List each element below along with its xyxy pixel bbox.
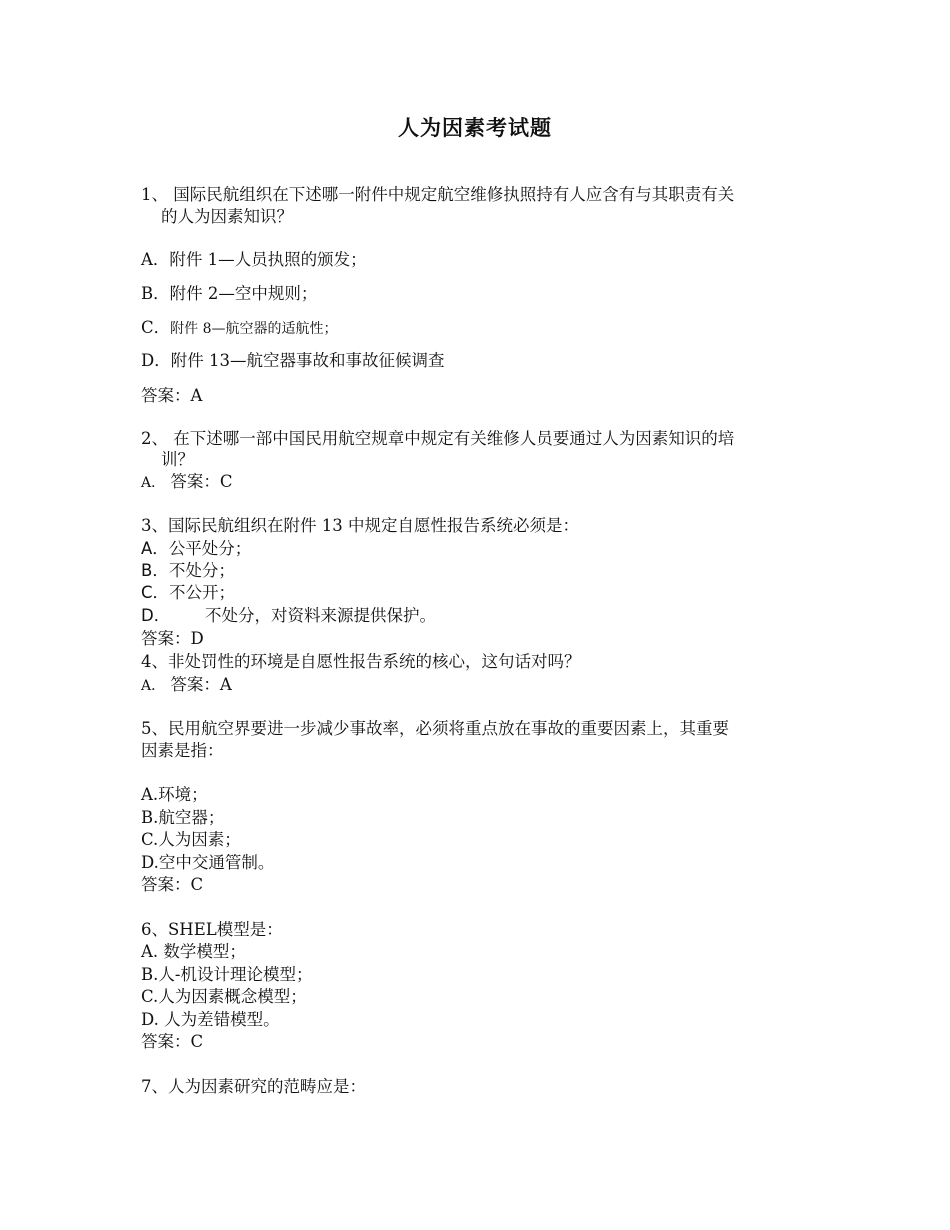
page-title: 人为因素考试题 [398,116,552,140]
question-1-answer: 答案：A [141,386,203,405]
option-a-text: 公平处分； [168,539,252,558]
question-6-option-a: A. 数学模型； [141,942,246,961]
question-5-option-b: B.航空器； [141,808,225,827]
question-6-text: 6、SHEL模型是： [141,920,283,939]
question-1-text-cont: 的人为因素知识？ [161,207,293,226]
option-b-text: 不处分； [168,561,235,580]
question-7-text: 7、人为因素研究的范畴应是： [141,1077,366,1096]
question-1-option-b: B．附件 2—空中规则； [141,284,318,303]
question-5-option-d: D.空中交通管制。 [141,853,275,872]
question-6-option-b: B.人-机设计理论模型； [141,965,313,984]
option-d-text: 不处分，对资料来源提供保护。 [205,606,436,625]
option-a-label: A． [141,539,169,558]
answer-text: 答案：C [170,472,233,491]
question-2-text-cont: 训？ [161,450,194,469]
answer-text: 答案：A [170,675,232,694]
question-4-answer [141,674,232,697]
question-4-text: 4、非处罚性的环境是自愿性报告系统的核心，这句话对吗？ [141,652,581,671]
option-d-label: D． [141,606,171,625]
question-6-option-d: D. 人为差错模型。 [141,1010,280,1029]
question-1-option-d: D．附件 13—航空器事故和事故征候调查 [141,351,445,370]
question-3-option-a [141,538,251,560]
question-1-option-a: A．附件 1—人员执照的颁发； [141,250,367,269]
question-3-option-b [141,560,235,582]
question-5-option-a: A.环境； [141,785,208,804]
question-2-text: 2、 在下述哪一部中国民用航空规章中规定有关维修人员要通过人为因素知识的培 [141,429,735,448]
option-c-text: 不公开； [169,583,236,602]
question-3-option-c [141,582,235,604]
option-c-label: C． [141,583,170,602]
question-3-text: 3、国际民航组织在附件 13 中规定自愿性报告系统必须是： [141,516,579,535]
question-6-option-c: C.人为因素概念模型； [141,987,307,1006]
question-3-option-d [141,605,436,627]
question-3-answer: 答案：D [141,629,204,648]
answer-prefix: A． [141,475,166,491]
question-2-answer [141,471,233,494]
answer-prefix: A． [141,678,166,694]
option-c-label: C． [141,318,171,337]
question-1-text: 1、 国际民航组织在下述哪一附件中规定航空维修执照持有人应含有与其职责有关 [141,185,735,204]
question-1-option-c [141,317,337,340]
option-c-text: 附件 8—航空器的适航性； [170,321,338,337]
question-6-answer: 答案：C [141,1032,204,1051]
question-5-text-cont: 因素是指： [141,741,224,760]
question-5-text: 5、民用航空界要进一步减少事故率，必须将重点放在事故的重要因素上，其重要 [141,719,729,738]
option-b-label: B． [141,561,169,580]
question-5-answer: 答案：C [141,875,204,894]
question-5-option-c: C.人为因素； [141,830,241,849]
